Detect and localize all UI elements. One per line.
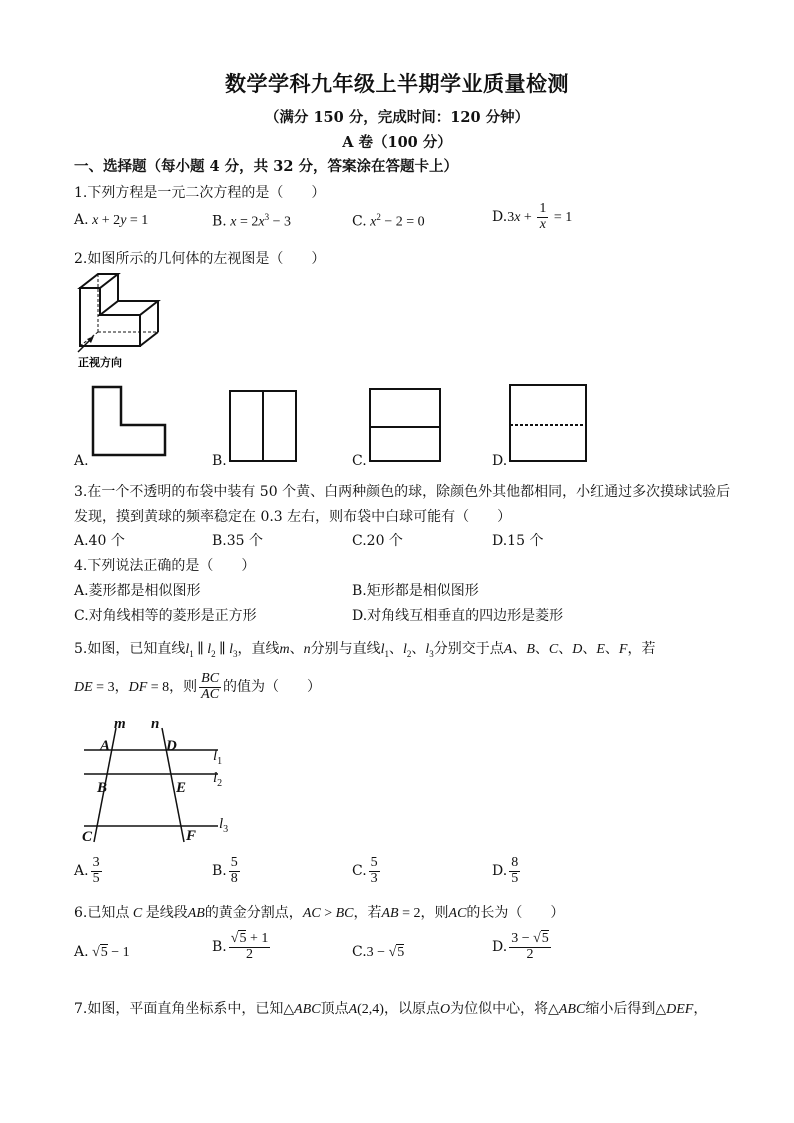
q2-shape-c [368,387,444,465]
q5-option-c: C. $\frac{5}{3}$ [352,855,378,886]
q5-option-a: A. $\frac{3}{5}$ [74,855,100,886]
q2-label-b: B. [212,453,227,469]
label-l1: $l_1$ [213,748,223,767]
q2-shape-b [228,389,300,463]
q3-option-b: B.35 个 [212,533,264,549]
exam-title: 数学学科九年级上半期学业质量检测 [225,71,569,96]
q6-stem: 6.已知点 C 是线段AB的黄金分割点，AC > BC，若AB = 2，则AC的长为（ ） [74,905,565,921]
q6-option-b: B. $\frac{√5 + 1}{2}$ [212,931,269,962]
label-E: E [176,780,187,796]
label-B: B [97,780,108,796]
q1-option-a: A. x + 2y = 1 [74,212,149,228]
label-l3: $l_3$ [219,816,229,835]
q4-option-b: B.矩形都是相似图形 [352,583,479,599]
label-D: D [166,738,177,754]
q5-stem-line2: DE = 3，DF = 8，则 $\frac{BC}{AC}$ 的值为（ ） [74,671,322,702]
q1-stem: 1.下列方程是一元二次方程的是（ ） [74,185,326,201]
q4-option-c: C.对角线相等的菱形是正方形 [74,608,257,624]
q6-option-c: C.3 − √5 [352,944,405,960]
parallel-lines-figure [78,714,238,848]
label-n: n [151,716,160,732]
q1-option-d: D.3x + $\frac{1}{x}$ = 1 [492,201,573,232]
label-A: A [100,738,111,754]
q3-option-d: D.15 个 [492,533,544,549]
q7-stem: 7.如图，平面直角坐标系中，已知△ABC顶点A(2,4)，以原点O为位似中心，将△ABC缩小后得到△DEF， [74,1001,708,1017]
solid-figure [72,268,172,370]
q3-option-c: C.20 个 [352,533,403,549]
q1-option-c: C. $x^2 - 2 = 0$ [352,212,425,230]
q3-option-a: A.40 个 [74,533,125,549]
q5-stem-line1: 5.如图，已知直线$l_1$ ∥ $l_2$ ∥ $l_3$，直线m、n分别与直线$l_1$、$l_2$、$l_3$分别交于点A、B、C、D、E、F，若 [74,641,656,659]
section-heading: 一、选择题（每小题 4 分，共 32 分，答案涂在答题卡上） [74,158,458,175]
q2-shape-a [90,385,170,457]
label-F: F [186,828,197,844]
exam-subtitle: （满分 150 分，完成时间：120 分钟） [264,109,530,126]
label-C: C [82,829,93,845]
q2-label-d: D. [492,453,508,469]
q2-shape-d [508,383,590,465]
q6-option-a: A. √5 − 1 [74,944,130,960]
q3-stem-line2: 发现，摸到黄球的频率稳定在 0.3 左右，则布袋中白球可能有（ ） [74,509,512,525]
label-l2: $l_2$ [213,770,223,789]
q6-option-d: D. $\frac{3 - √5}{2}$ [492,931,549,962]
q4-option-a: A.菱形都是相似图形 [74,583,201,599]
view-direction-caption: 正视方向 [78,356,122,369]
q2-label-a: A. [74,453,89,469]
q2-stem: 2.如图所示的几何体的左视图是（ ） [74,251,326,267]
q4-option-d: D.对角线互相垂直的四边形是菱形 [352,608,564,624]
label-m: m [114,716,126,732]
q3-stem-line1: 3.在一个不透明的布袋中装有 50 个黄、白两种颜色的球，除颜色外其他都相同，小红通过多次摸球试验后 [74,484,731,500]
q5-option-d: D. $\frac{8}{5}$ [492,855,519,886]
q2-label-c: C. [352,453,367,469]
q5-option-b: B. $\frac{5}{8}$ [212,855,238,886]
q4-stem: 4.下列说法正确的是（ ） [74,558,256,574]
volume-label: A 卷（100 分） [342,134,452,151]
q1-option-b: B. $x = 2x^3 - 3$ [212,212,291,230]
